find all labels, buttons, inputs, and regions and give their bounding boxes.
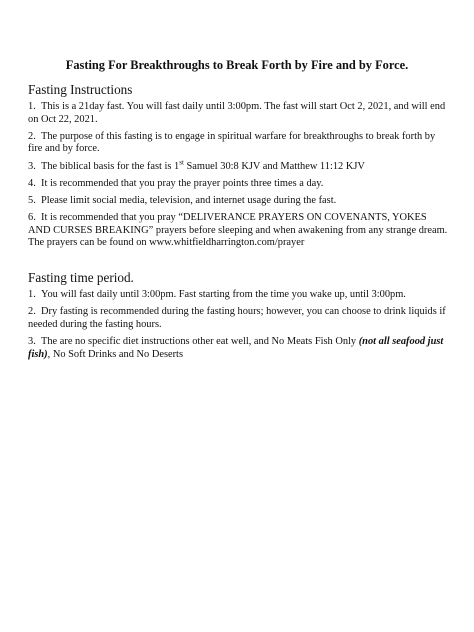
time-period-number: 3. (28, 335, 36, 347)
fasting-time-period-section (28, 269, 448, 366)
seafood-note: (not all seafood just fish) (28, 335, 444, 360)
instruction-item-4 (28, 178, 448, 191)
instruction-text: This is a 21day fast. You will fast daily until 3:00pm. The fast will start Oct 2, 2021, and will end on Oct 22, 2021. (28, 101, 446, 125)
time-period-text-post: , No Soft Drinks and No Deserts (47, 348, 183, 360)
instruction-number: 5. (28, 194, 36, 206)
time-period-number: 1. (28, 289, 36, 300)
instruction-text-post: Samuel 30:8 KJV and Matthew 11:12 KJV (183, 160, 365, 172)
time-period-number: 2. (28, 306, 36, 318)
fasting-instructions-section (28, 81, 448, 255)
time-period-text: Dry fasting is recommended during the fasting hours; however, you can choose to drink liquids if needed during the fasting hours. (28, 306, 446, 330)
instruction-item-1 (28, 101, 448, 126)
instruction-text: It is recommended that you pray “DELIVERANCE PRAYERS ON COVENANTS, YOKES AND CURSES BREAKING” prayers before sleeping and when awakening from any strange dream. The prayers can be found on www.whitfieldharrington.com/prayer (28, 212, 448, 249)
ordinal-superscript: st (179, 158, 184, 167)
fasting-time-period-heading: Fasting time period. (28, 270, 134, 285)
instruction-text: The purpose of this fasting is to engage in spiritual warfare for breakthroughs to break forth by fire and by force. (28, 130, 436, 155)
instruction-number: 1. (28, 101, 36, 112)
instruction-text: Please limit social media, television, and internet usage during the fast. (41, 194, 337, 206)
instruction-number: 6. (28, 212, 36, 224)
instruction-number: 2. (28, 130, 36, 142)
time-period-text-pre: The are no specific diet instructions other eat well, and No Meats Fish Only (41, 335, 359, 347)
document-title: Fasting For Breakthroughs to Break Forth by Fire and by Force. (65, 58, 409, 72)
time-period-item-1 (28, 289, 448, 302)
instruction-item-5 (28, 195, 448, 208)
instruction-text-pre: The biblical basis for the fast is 1 (41, 160, 180, 172)
instruction-item-6 (28, 212, 448, 250)
instruction-item-3 (28, 158, 448, 174)
instruction-item-2 (28, 131, 448, 156)
time-period-item-2 (28, 306, 448, 331)
fasting-instructions-heading: Fasting Instructions (28, 82, 133, 97)
time-period-item-3 (28, 336, 448, 361)
time-period-text: You will fast daily until 3:00pm. Fast starting from the time you wake up, until 3:00pm. (41, 289, 406, 300)
instruction-text: It is recommended that you pray the prayer points three times a day. (41, 177, 324, 189)
instruction-number: 3. (28, 160, 36, 172)
instruction-number: 4. (28, 177, 36, 189)
